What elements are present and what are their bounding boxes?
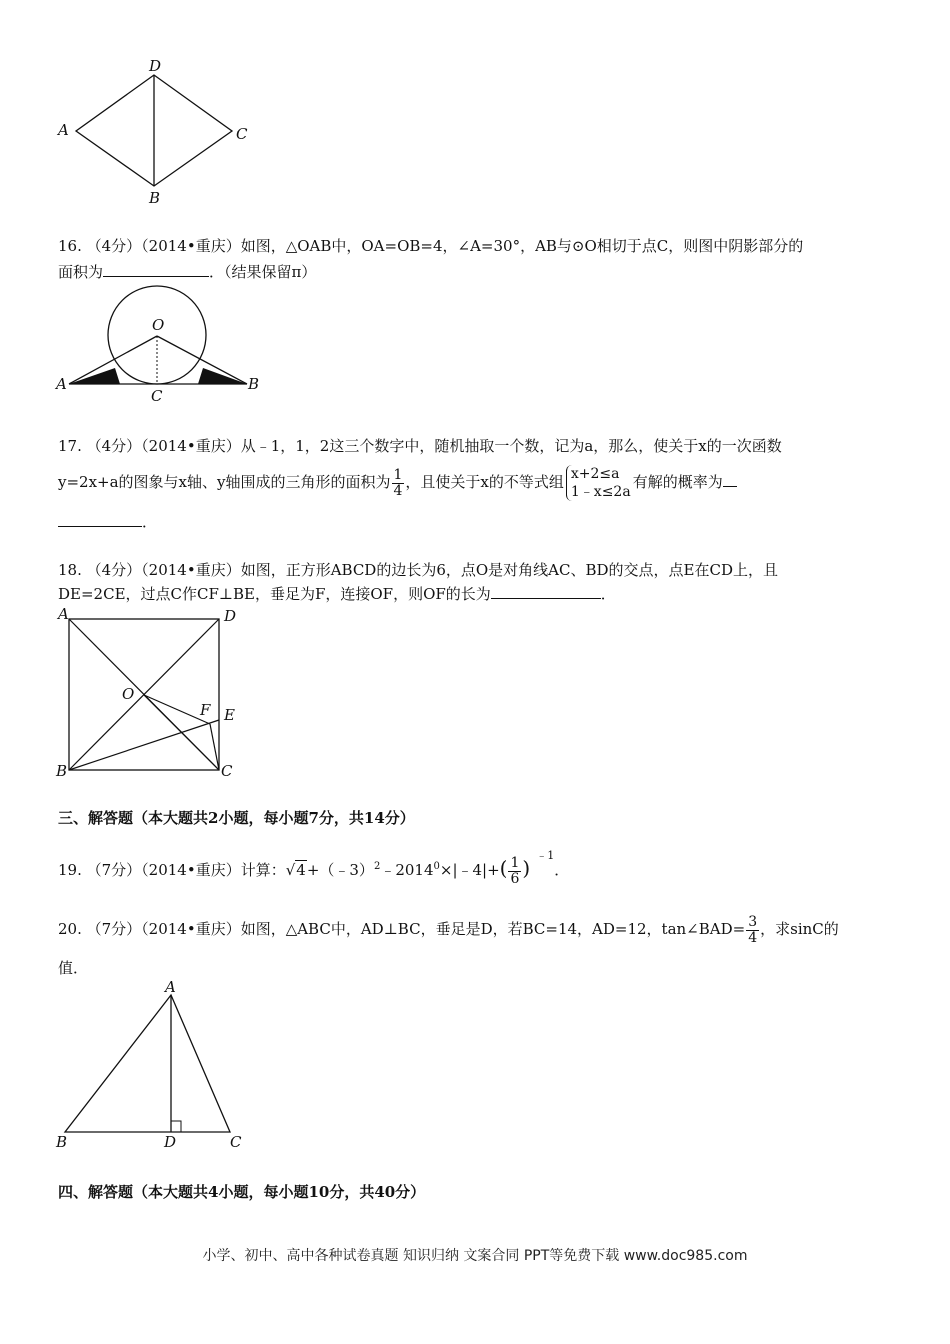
answer-blank bbox=[58, 526, 142, 527]
q19-mid2: ﹣2014 bbox=[380, 861, 434, 879]
label-c: C bbox=[221, 762, 233, 780]
sqrt-arg: 4 bbox=[296, 861, 306, 879]
q18-line2 bbox=[58, 584, 616, 604]
q16-line1: 16. （4分）（2014•重庆）如图，△OAB中，OA=OB=4，∠A=30°，AB与⊙O相切于点C，则图中阴影部分的 bbox=[58, 237, 804, 255]
answer-blank bbox=[491, 598, 601, 599]
q16-line2 bbox=[58, 262, 316, 282]
q17-line3-post: ． bbox=[142, 513, 158, 531]
q16-line2-pre: 面积为 bbox=[58, 263, 104, 281]
label-o: O bbox=[152, 316, 165, 334]
label-a: A bbox=[58, 605, 69, 623]
q17-line2-pre: y=2x+a的图象与x轴、y轴围成的三角形的面积为 bbox=[58, 473, 391, 491]
paren-close: ) bbox=[522, 856, 531, 880]
q18-line2-post: ． bbox=[600, 585, 616, 603]
label-d: D bbox=[224, 607, 237, 625]
label-c: C bbox=[230, 1133, 242, 1151]
rhombus-figure bbox=[50, 55, 250, 205]
inequality-2: 1﹣x≤2a bbox=[570, 484, 631, 500]
label-e: E bbox=[224, 706, 235, 724]
page-footer: 小学、初中、高中各种试卷真题 知识归纳 文案合同 PPT等免费下载 www.doc985.com bbox=[202, 1248, 748, 1264]
label-f: F bbox=[200, 701, 211, 719]
q19-post: ． bbox=[554, 861, 570, 879]
answer-blank bbox=[723, 486, 737, 487]
section-3-heading: 三、解答题（本大题共2小题，每小题7分，共14分） bbox=[58, 809, 415, 827]
q19-pre: 19. （7分）（2014•重庆）计算： bbox=[58, 861, 286, 879]
inequality-system bbox=[566, 465, 631, 501]
q18-line1: 18. （4分）（2014•重庆）如图，正方形ABCD的边长为6，点O是对角线AC、BD的交点，点E在CD上，且 bbox=[58, 561, 778, 579]
label-o: O bbox=[122, 685, 135, 703]
exp-0: 0 bbox=[433, 861, 440, 872]
q17-line2-post: 有解的概率为 bbox=[632, 473, 723, 491]
label-c: C bbox=[151, 387, 163, 405]
answer-blank bbox=[103, 276, 209, 277]
label-a: A bbox=[56, 375, 67, 393]
q17-line2 bbox=[58, 460, 737, 504]
square-figure bbox=[50, 603, 250, 778]
exp-2: 2 bbox=[373, 861, 381, 872]
label-b: B bbox=[248, 375, 260, 393]
q20-line1-post: ，求sinC的 bbox=[760, 920, 839, 938]
fraction-one-sixth: $\frac{1}{6}$ bbox=[510, 854, 520, 887]
label-c: C bbox=[236, 125, 248, 143]
q17-line1: 17. （4分）（2014•重庆）从﹣1，1，2这三个数字中，随机抽取一个数，记为a，那么，使关于x的一次函数 bbox=[58, 437, 782, 455]
label-b: B bbox=[56, 762, 68, 780]
q17-line2-mid: ，且使关于x的不等式组 bbox=[405, 473, 564, 491]
label-b: B bbox=[56, 1133, 68, 1151]
label-d: D bbox=[164, 1133, 177, 1151]
q19-mid1: +（﹣3） bbox=[306, 861, 374, 879]
sqrt-sign: √ bbox=[285, 861, 296, 879]
triangle-figure bbox=[50, 978, 260, 1153]
fraction-three-quarters: $\frac{3}{4}$ bbox=[748, 913, 758, 946]
q16-line2-post: ．（结果保留π） bbox=[209, 263, 317, 281]
label-a: A bbox=[58, 121, 69, 139]
label-d: D bbox=[149, 57, 162, 75]
q20-line1-pre: 20. （7分）（2014•重庆）如图，△ABC中，AD⊥BC，垂足是D，若BC=14，AD=12，tan∠BAD= bbox=[58, 920, 746, 938]
fraction-one-quarter: $\frac{1}{4}$ bbox=[393, 466, 403, 499]
paren-open: ( bbox=[499, 856, 508, 880]
q18-line2-pre: DE=2CE，过点C作CF⊥BE，垂足为F，连接OF，则OF的长为 bbox=[58, 585, 491, 603]
inequality-1: x+2≤a bbox=[570, 466, 620, 482]
q20-line1 bbox=[58, 910, 839, 948]
exp-neg-1: ﹣1 bbox=[536, 849, 555, 862]
q19-mid3: ×|﹣4|+ bbox=[439, 861, 500, 879]
label-b: B bbox=[149, 189, 161, 207]
q17-line3 bbox=[58, 512, 157, 532]
q19-line bbox=[58, 838, 570, 887]
circle-triangle-figure bbox=[50, 285, 270, 405]
q20-line2: 值． bbox=[58, 959, 89, 977]
label-a: A bbox=[165, 978, 176, 996]
section-4-heading: 四、解答题（本大题共4小题，每小题10分，共40分） bbox=[58, 1183, 426, 1201]
